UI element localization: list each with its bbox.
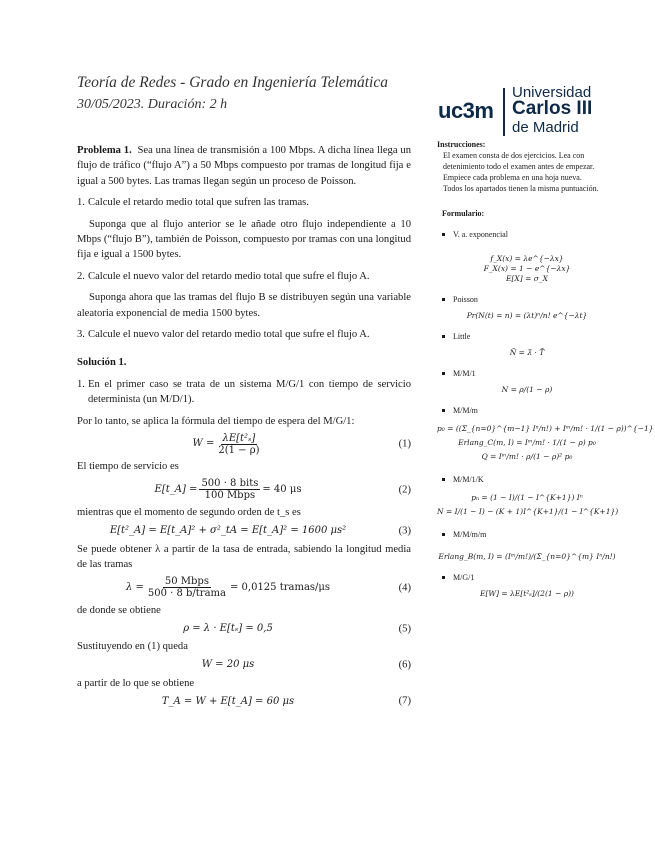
question-3-number: 3. (77, 329, 85, 341)
instruction-1: El examen consta de dos ejercicios. Lea con detenimiento todo el examen antes de empezar. (443, 151, 595, 171)
equation-4-number: (4) (398, 582, 411, 594)
solution-text-6: Sustituyendo en (1) queda (77, 641, 188, 653)
formula-mm1 (437, 385, 617, 395)
question-3 (77, 327, 411, 342)
logo-line-1: Universidad (512, 84, 592, 101)
formula-mmm-p0: p₀ = ((Σ_{n=0}^{m−1} Iⁿ/n!) + Iᵐ/m! · 1/(1 − ρ))^{−1} (437, 424, 654, 433)
formula-mmm-label: M/M/m (437, 405, 617, 416)
solution-text-1: Por lo tanto, se aplica la fórmula del tiempo de espera del M/G/1: (77, 415, 355, 427)
formula-mm1-label: M/M/1 (437, 368, 617, 379)
equation-1-number: (1) (398, 438, 411, 450)
problem-intro (77, 143, 411, 189)
solution-heading-text: Solución 1. (77, 357, 127, 369)
exam-title: Teoría de Redes - Grado en Ingeniería Telemática (77, 74, 388, 91)
sidebar (437, 139, 654, 599)
equation-2-rhs: = 40 μs (262, 483, 302, 495)
solution-text-5: de donde se obtiene (77, 604, 161, 616)
formula-mm1k (437, 491, 617, 519)
formula-mmm (437, 422, 654, 464)
formula-poisson (437, 311, 617, 321)
logo-line-2: Carlos III (512, 98, 593, 119)
solution-text-2: El tiempo de servicio es (77, 461, 179, 473)
formula-exp-cdf: F_X(x) = 1 − e^{−λx} (483, 264, 571, 273)
formula-poisson-label: Poisson (437, 294, 617, 305)
instructions-title: Instrucciones: (437, 140, 486, 149)
equation-6-number: (6) (398, 659, 411, 671)
equation-1-lhs: W = (192, 438, 215, 450)
question-1-text: Calcule el retardo medio total que sufren las tramas. (88, 197, 309, 209)
formula-mm1k-pn: pₙ = (1 − I)/(1 − I^{K+1}) Iⁿ (471, 493, 583, 502)
problem-paragraph-2: Suponga que al flujo anterior se le añade otro flujo independiente a 10 Mbps (“flujo B”), también de Poisson, compuesto por tramas con una longitud fija e igual a 1500 bytes. (77, 218, 411, 261)
formula-little (437, 348, 617, 358)
equation-3 (77, 520, 411, 542)
formula-poisson-eq: Pr(N(t) = n) = (λt)ⁿ/n! e^{−λt} (466, 311, 588, 320)
solution-text-4: Se puede obtener λ a partir de la tasa de entrada, sabiendo la longitud media de las tramas (77, 543, 411, 571)
logo-divider (503, 88, 505, 136)
equation-5 (77, 618, 411, 639)
solution-text-7: a partir de lo que se obtiene (77, 677, 195, 689)
solution-heading (77, 355, 411, 370)
equation-7-body: T_A = W + E[t_A] = 60 μs (161, 695, 295, 707)
equation-3-number: (3) (398, 525, 411, 537)
equation-4-denominator: 500 · 8 b/trama (147, 588, 226, 600)
formula-mmmm-label: M/M/m/m (437, 529, 617, 540)
formula-mg1-label: M/G/1 (437, 572, 617, 583)
question-2-number: 2. (77, 270, 85, 282)
formula-little-eq: N̄ = λ̄ · T̄ (509, 348, 545, 357)
university-logo (438, 84, 598, 140)
question-1 (77, 195, 411, 210)
equation-6-body: W = 20 μs (201, 659, 255, 671)
equation-2-lhs: E[t_A] = (154, 483, 198, 495)
equation-3-body: E[t²_A] = E[t_A]² + σ²_tA = E[t_A]² = 1600 μs² (109, 525, 347, 537)
solution-step-1 (77, 377, 411, 408)
solution-text-3: mientras que el momento de segundo orden de t_s es (77, 506, 301, 518)
equation-4-numerator: 50 Mbps (164, 576, 209, 588)
equation-2-numerator: 500 · 8 bits (201, 478, 259, 489)
formula-mg1 (437, 589, 617, 599)
formula-exp-mean: E[X] = σ_X (506, 274, 548, 283)
equation-4-rhs: = 0,0125 tramas/μs (229, 582, 331, 594)
question-2 (77, 269, 411, 284)
equation-2 (77, 475, 411, 505)
equation-2-denominator: 100 Mbps (204, 490, 256, 501)
logo-line-3: de Madrid (512, 119, 579, 136)
formula-exponential (437, 254, 617, 284)
equation-1-numerator: λE[t²ₛ] (222, 432, 256, 444)
formula-mmmm-eq: Erlang_B(m, I) = (Iᵐ/m!)/(Σ_{n=0}^{m} Iⁿ/n!) (438, 552, 616, 561)
question-1-number: 1. (77, 197, 85, 209)
logo-mark: uc3m (438, 98, 494, 123)
question-3-text: Calcule el nuevo valor del retardo medio total que sufre el flujo A. (88, 329, 370, 341)
formula-mg1-eq: E[W] = λE[t²ₛ]/(2(1 − ρ)) (480, 589, 574, 598)
formula-mm1k-n: N = I/(1 − I) − (K + 1)I^{K+1}/(1 − I^{K+1}) (437, 507, 619, 516)
problem-paragraph-3: Suponga ahora que las tramas del flujo B se distribuyen según una variable aleatoria exponencial de media 1500 bytes. (77, 292, 411, 319)
question-2-text: Calcule el nuevo valor del retardo medio total que sufre el flujo A. (88, 270, 370, 282)
equation-4-lhs: λ = (125, 582, 144, 594)
formula-little-label: Little (437, 331, 617, 342)
equation-7-number: (7) (398, 695, 411, 707)
problem-heading: Problema 1. (77, 145, 132, 156)
equation-1 (77, 429, 411, 459)
formula-exp-pdf: f_X(x) = λe^{−λx} (490, 254, 564, 263)
problem-intro-text: Sea una línea de transmisión a 100 Mbps. A dicha línea llega un flujo de tráfico (“flujo A”) a 50 Mbps compuesto por tramas de longitud fija e igual a 500 bytes. Las tramas llegan según un proceso de Poisson. (77, 145, 412, 187)
main-column (77, 143, 411, 712)
equation-6 (77, 655, 411, 676)
formula-mmm-q: Q = Iᵐ/m! · ρ/(1 − ρ)² p₀ (481, 452, 573, 461)
instruction-2: Empiece cada problema en una hoja nueva. (443, 173, 582, 182)
formula-exponential-label: V. a. exponencial (437, 229, 617, 240)
equation-4 (77, 573, 411, 603)
formula-mm1k-label: M/M/1/K (437, 474, 617, 485)
equation-1-denominator: 2(1 − ρ) (218, 444, 260, 456)
solution-step-1-text: En el primer caso se trata de un sistema M/G/1 con tiempo de servicio determinista (un M/D/1). (88, 378, 411, 406)
formulas-title: Formulario: (442, 209, 485, 218)
equation-2-number: (2) (398, 483, 411, 495)
equation-5-body: ρ = λ · E[tₛ] = 0,5 (183, 622, 273, 634)
equation-7 (77, 691, 411, 712)
solution-step-1-number: 1. (77, 378, 85, 390)
formula-mmm-erlang-c: Erlang_C(m, I) = Iᵐ/m! · 1/(1 − ρ) p₀ (458, 438, 596, 447)
formula-mmmm (437, 552, 617, 562)
equation-5-number: (5) (398, 622, 411, 634)
exam-date-duration: 30/05/2023. Duración: 2 h (77, 97, 228, 112)
instruction-3: Todos los apartados tienen la misma puntuación. (443, 184, 599, 193)
formula-mm1-eq: N = ρ/(1 − ρ) (501, 385, 553, 394)
